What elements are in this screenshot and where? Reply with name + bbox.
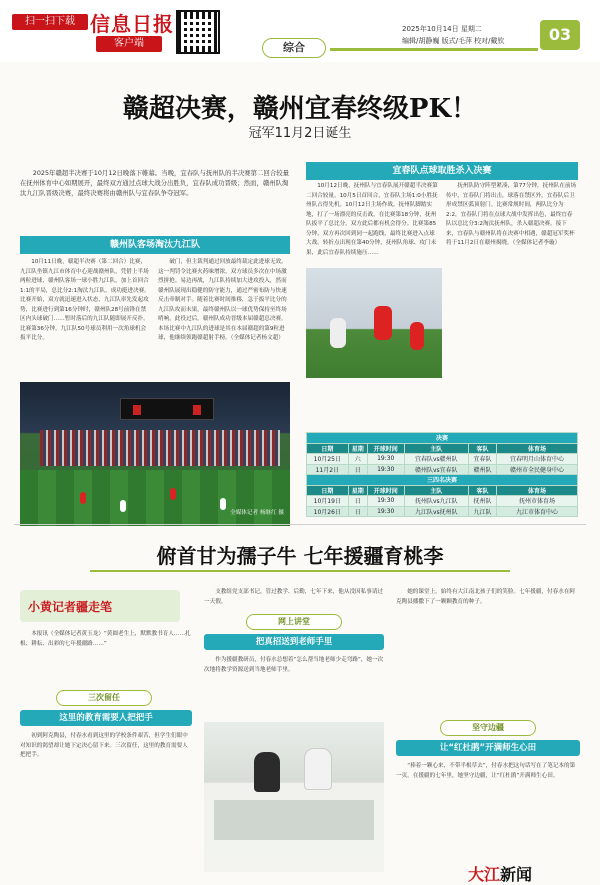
story2-col3: 她的课堂上，始终有大江南北孩子们的笑脸。七年援疆，付春水在阿克陶县播撒下了一颗颗教育的种子。 [396, 589, 576, 605]
schedule-table [306, 432, 578, 517]
player-red [374, 306, 392, 340]
lead-headline: 赣超决赛，赣州宜春终级PK！ [122, 94, 478, 124]
teacher-meeting-photo [204, 722, 384, 872]
cell: 宜春队 [468, 454, 496, 465]
lead-subhead: 冠军11月2日诞生 [248, 126, 352, 141]
table-row [307, 496, 578, 507]
divider [330, 48, 538, 51]
cell: 10月26日 [307, 506, 349, 517]
issue-date: 2025年10月14日 星期二 [402, 25, 482, 33]
stadium-scoreboard [120, 398, 214, 420]
table-header: 开球时间 [367, 443, 404, 454]
section-pill-2: 网上讲堂 [246, 614, 342, 630]
headline-underline [90, 570, 510, 572]
cell: 宜春队vs赣州队 [404, 454, 468, 465]
table-header: 体育场 [496, 443, 577, 454]
cell: 19:30 [367, 496, 404, 507]
cell: 11月2日 [307, 464, 349, 475]
colleague-figure [304, 748, 332, 790]
page-number: 03 [540, 20, 580, 50]
cell: 九江队 [468, 506, 496, 517]
qr-code-icon[interactable] [176, 10, 220, 54]
cell: 抚州队vs九江队 [404, 496, 468, 507]
left-subtitle: 赣州队客场淘汰九江队 [20, 236, 290, 254]
section-sub-2: 把真招送到老师手里 [204, 634, 384, 650]
cell: 日 [348, 464, 367, 475]
cell: 抚州市体育场 [496, 496, 577, 507]
cell: 九江市体育中心 [496, 506, 577, 517]
player-white [120, 500, 126, 512]
cell: 宜春明月山体育中心 [496, 454, 577, 465]
story2-col3b: “捧着一颗心来，不带半根草去”，付春水把这句话写在了笔记本的第一页。在援疆的七年里，她坚守边疆，让“红杜鹃”开满师生心田。 [396, 763, 576, 779]
section-label: 综合 [262, 38, 326, 58]
right-subtitle: 宜春队点球取胜杀入决赛 [306, 162, 578, 180]
table-group-final: 决赛 [307, 433, 578, 444]
photo-credit: 全媒体记者 杨继红 摄 [230, 510, 284, 516]
right-column-1: 10月12日晚，抚州队与宜春队展开赣超半决赛第二回合较量。10月5日首回合，宜春队主场1:0小胜抚州队占得先机。10月12日主场作战，抚州队脚踏实地，打了一场漂亮的反击战，在比赛第18分钟，抚州队扳平了总比分，双方此后都有机会得分。比赛第85分钟，双方再次回到同一起跑线，最终比赛进入点球大战。转折点出现在第40分钟，抚州队角球、攻门未果，此后宜春队持续施压…… [306, 183, 438, 256]
cell: 六 [348, 454, 367, 465]
reporter-column-title: 小黄记者疆走笔 [28, 600, 113, 614]
table-row [307, 506, 578, 517]
cell: 10月19日 [307, 496, 349, 507]
meeting-table [214, 800, 374, 840]
cell: 19:30 [367, 454, 404, 465]
section-sub-3: 让“红杜鹃”开满师生心田 [396, 740, 580, 756]
table-header: 开球时间 [367, 485, 404, 496]
table-row [307, 454, 578, 465]
cell: 九江队vs抚州队 [404, 506, 468, 517]
watermark-logo [468, 862, 532, 885]
newspaper-logo: 信息日报 [90, 12, 174, 36]
section-sub-1: 这里的教育需要人把把手 [20, 710, 192, 726]
left-column-1: 10月11日晚，赣超半决赛（第二回合）比赛，九江队坐镇九江市体育中心迎战赣州队，凭借上半场两粒进球，赣州队客场一球小胜九江队，加上首回合1:1的平局，总比分2:1淘汰九江队，成功挺进决赛。比赛开始，双方就迅速进入状态，九江队率先发起攻势，比赛进行到第16分钟时，赣州队28号前锋在禁区内头球破门……暂时落后的九江队随即展开反扑，比赛第36分钟，九江队50号球员利用一次角球机会扳平比分。 [20, 259, 150, 341]
table-header: 主队 [404, 443, 468, 454]
editor-credits: 编辑/胡静巍 版式/毛萍 校对/戴钦 [402, 37, 505, 45]
player-red [170, 488, 176, 500]
table-header: 客队 [468, 485, 496, 496]
section-pill-1: 三次留任 [56, 690, 152, 706]
cell: 赣州队vs宜春队 [404, 464, 468, 475]
cell: 19:30 [367, 464, 404, 475]
reporter-column-banner [20, 590, 180, 622]
football-pitch [20, 470, 290, 526]
story2-col2: 支教组党支部书记，管过教学、后勤，七年下来，他从没因私事请过一天假。 [204, 589, 384, 605]
second-headline: 俯首甘为孺子牛 七年援疆育桃李 [156, 544, 444, 568]
cell: 赣州队 [468, 464, 496, 475]
player-red [410, 322, 424, 350]
right-column-2: 抚州队防守阵型紧凑，第77分钟，抚州队在前场传中，宜春队门将出击，球落在禁区外，宜春队后卫形成禁区弧顶射门。比赛常规时间，两队比分为2:2，宜春队门将在点球大战中发挥出色，最终宜春队以总比分3:2淘汰抚州队，杀入赣超决赛。接下来，宜春队与赣州队将在决赛中相遇，赣超冠军奖杯将于11月2日在赣州揭晓。（全媒体记者李璇） [446, 183, 577, 246]
watermark-part-a: 大江 [468, 865, 501, 884]
story2-col1b: 初到阿克陶县，付春水看到这里的学校条件艰苦，但学生们眼中对知识的渴望却让她下定决心留下来。三次留任，这里的教育需要人把把手。 [20, 733, 188, 758]
table-header: 日期 [307, 485, 349, 496]
table-header: 日期 [307, 443, 349, 454]
section-pill-3: 坚守边疆 [440, 720, 536, 736]
table-row [307, 464, 578, 475]
table-header: 星期 [348, 443, 367, 454]
cell: 抚州队 [468, 496, 496, 507]
cell: 日 [348, 496, 367, 507]
cell: 赣州市全民健身中心 [496, 464, 577, 475]
story2-col2b: 作为援疆教研员，付春水总想着“怎么帮当地老师少走弯路”，她一次次地将教学资源送到当地老师手里。 [204, 657, 384, 673]
table-group-third: 三四名决赛 [307, 475, 578, 486]
section-divider [14, 524, 586, 525]
table-header: 星期 [348, 485, 367, 496]
stadium-crowd [40, 430, 280, 466]
player-white [330, 318, 346, 348]
player-red [80, 492, 86, 504]
scan-download-tag[interactable]: 扫一扫下载 [12, 14, 88, 30]
table-header: 主队 [404, 485, 468, 496]
table-header: 客队 [468, 443, 496, 454]
story2-col1: 本报讯（全媒体记者黄玉龙）“黄圆老生上，默默教书育人……扎根、耕耘、出彩的七年援疆路……” [20, 631, 191, 647]
cell: 日 [348, 506, 367, 517]
table-header: 体育场 [496, 485, 577, 496]
lead-intro: 2025年赣超半决赛于10月12日晚落下帷幕。当晚，宜春队与抚州队的半决赛第二回合较量在抚州体育中心如期展开，最终双方通过点球大战分出胜负，宜春队成功晋级；然而，赣州队淘汰九江队晋级决赛，最终决赛将由赣州队与宜春队争夺冠军。 [20, 169, 289, 197]
teacher-figure [254, 752, 280, 792]
cell: 19:30 [367, 506, 404, 517]
left-column-2: 破门，但主裁判通过回放最终裁定此进球无效。这一判罚令比赛火药味增浓，双方球员多次在中场激烈拼抢。易边再战，九江队持续加大进攻投入，然而赣州队展现出稳健的防守能力，通过严密布防与快速反击牵制对手。随着比赛时间推移，急于扳平比分的九江队攻而未果，最终赣州队以一球优势保持至终场哨响。此役过后，赣州队成功晋级本届赣超总决赛。本场比赛中九江队的进球是其在本届赣超的第9粒进球，他继续领跑赣超射手榜。（全媒体记者杨文超） [158, 259, 287, 341]
watermark-part-b: 新闻 [500, 865, 533, 884]
client-tag[interactable]: 客户端 [96, 36, 162, 52]
cell: 10月25日 [307, 454, 349, 465]
